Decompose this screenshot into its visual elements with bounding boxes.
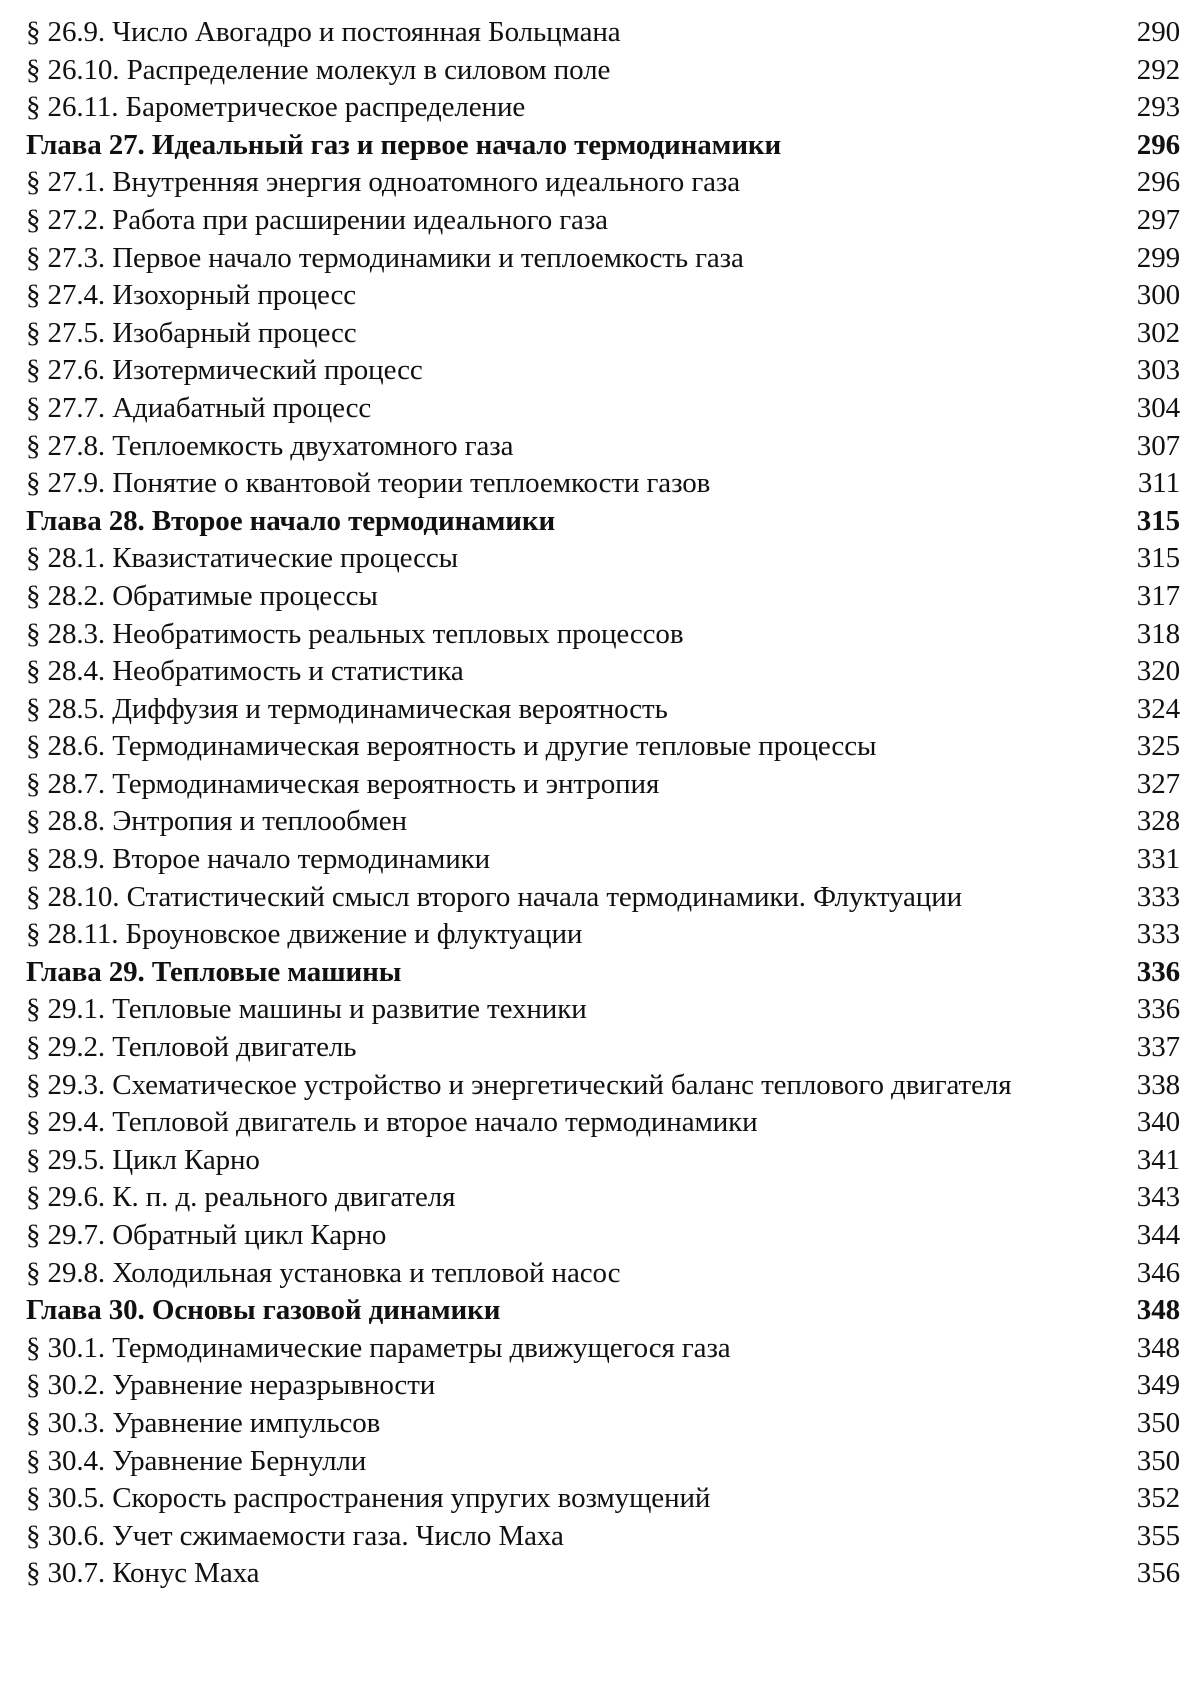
toc-section-row bbox=[26, 352, 1180, 390]
table-of-contents bbox=[26, 14, 1180, 1593]
section-title: § 29.5. Цикл Карно bbox=[26, 1143, 260, 1176]
section-title: § 27.4. Изохорный процесс bbox=[26, 279, 357, 312]
section-title: § 29.1. Тепловые машины и развитие техники bbox=[26, 993, 587, 1026]
page-number: 333 bbox=[1136, 880, 1180, 913]
page-number: 315 bbox=[1136, 504, 1180, 537]
toc-section-row bbox=[26, 164, 1180, 202]
section-title: § 28.1. Квазистатические процессы bbox=[26, 542, 459, 575]
section-title: § 26.11. Барометрическое распределение bbox=[26, 91, 526, 124]
page-number: 328 bbox=[1136, 805, 1180, 838]
section-title: § 28.10. Статистический смысл второго начала термодинамики. Флуктуации bbox=[26, 880, 963, 913]
section-title: § 27.6. Изотермический процесс bbox=[26, 354, 423, 387]
toc-section-row bbox=[26, 52, 1180, 90]
toc-section-row bbox=[26, 879, 1180, 917]
page-number: 292 bbox=[1136, 53, 1180, 86]
page-number: 299 bbox=[1136, 241, 1180, 274]
section-title: § 26.10. Распределение молекул в силовом поле bbox=[26, 53, 611, 86]
toc-section-row bbox=[26, 991, 1180, 1029]
page-number: 297 bbox=[1136, 203, 1180, 236]
section-title: § 28.8. Энтропия и теплообмен bbox=[26, 805, 407, 838]
page-number: 348 bbox=[1136, 1331, 1180, 1364]
section-title: § 28.7. Термодинамическая вероятность и энтропия bbox=[26, 767, 660, 800]
section-title: § 27.9. Понятие о квантовой теории теплоемкости газов bbox=[26, 467, 711, 500]
toc-section-row bbox=[26, 428, 1180, 466]
page-number: 355 bbox=[1136, 1519, 1180, 1552]
toc-section-row bbox=[26, 315, 1180, 353]
section-title: § 28.4. Необратимость и статистика bbox=[26, 655, 464, 688]
page-number: 296 bbox=[1136, 166, 1180, 199]
toc-section-row bbox=[26, 1367, 1180, 1405]
page-number: 341 bbox=[1136, 1143, 1180, 1176]
toc-section-row bbox=[26, 1029, 1180, 1067]
toc-section-row bbox=[26, 1405, 1180, 1443]
section-title: § 30.2. Уравнение неразрывности bbox=[26, 1369, 436, 1402]
page-number: 338 bbox=[1136, 1068, 1180, 1101]
section-title: § 28.3. Необратимость реальных тепловых процессов bbox=[26, 617, 684, 650]
section-title: § 29.4. Тепловой двигатель и второе начало термодинамики bbox=[26, 1106, 758, 1139]
toc-section-row bbox=[26, 841, 1180, 879]
page-number: 336 bbox=[1136, 955, 1180, 988]
page-number: 293 bbox=[1136, 91, 1180, 124]
section-title: § 29.7. Обратный цикл Карно bbox=[26, 1219, 387, 1251]
section-title: § 28.5. Диффузия и термодинамическая вероятность bbox=[26, 692, 668, 725]
page-number: 336 bbox=[1136, 993, 1180, 1026]
section-title: § 27.2. Работа при расширении идеального газа bbox=[26, 203, 608, 236]
page-number: 344 bbox=[1136, 1219, 1180, 1251]
section-title: § 29.8. Холодильная установка и тепловой насос bbox=[26, 1256, 621, 1289]
page-number: 317 bbox=[1136, 579, 1180, 612]
toc-section-row bbox=[26, 1142, 1180, 1180]
toc-section-row bbox=[26, 1330, 1180, 1368]
toc-section-row bbox=[26, 1255, 1180, 1293]
toc-section-row bbox=[26, 803, 1180, 841]
page-number: 331 bbox=[1136, 843, 1180, 876]
page-number: 350 bbox=[1136, 1406, 1180, 1439]
toc-section-row bbox=[26, 390, 1180, 428]
toc-chapter-row bbox=[26, 954, 1180, 992]
section-title: § 27.8. Теплоемкость двухатомного газа bbox=[26, 429, 514, 462]
toc-chapter-row bbox=[26, 127, 1180, 165]
page-number: 349 bbox=[1136, 1369, 1180, 1402]
section-title: § 29.2. Тепловой двигатель bbox=[26, 1031, 357, 1064]
section-title: § 27.1. Внутренняя энергия одноатомного идеального газа bbox=[26, 166, 741, 199]
toc-section-row bbox=[26, 578, 1180, 616]
section-title: § 30.6. Учет сжимаемости газа. Число Маха bbox=[26, 1519, 564, 1552]
page-number: 350 bbox=[1136, 1444, 1180, 1477]
toc-section-row bbox=[26, 691, 1180, 729]
section-title: § 29.6. К. п. д. реального двигателя bbox=[26, 1181, 456, 1214]
section-title: § 28.9. Второе начало термодинамики bbox=[26, 843, 491, 876]
page-number: 348 bbox=[1136, 1294, 1180, 1327]
toc-chapter-row bbox=[26, 1292, 1180, 1330]
toc-section-row bbox=[26, 540, 1180, 578]
toc-section-row bbox=[26, 465, 1180, 503]
page-number: 311 bbox=[1137, 467, 1180, 500]
toc-section-row bbox=[26, 766, 1180, 804]
section-title: § 30.4. Уравнение Бернулли bbox=[26, 1444, 367, 1477]
toc-section-row bbox=[26, 916, 1180, 954]
page-number: 356 bbox=[1136, 1557, 1180, 1590]
toc-section-row bbox=[26, 1555, 1180, 1593]
chapter-title: Глава 29. Тепловые машины bbox=[26, 955, 402, 988]
section-title: § 29.3. Схематическое устройство и энергетический баланс теплового двигателя bbox=[26, 1068, 1012, 1101]
toc-section-row bbox=[26, 202, 1180, 240]
page-number: 318 bbox=[1136, 617, 1180, 650]
page-number: 307 bbox=[1136, 429, 1180, 462]
toc-chapter-row bbox=[26, 503, 1180, 541]
page-number: 325 bbox=[1136, 730, 1180, 763]
toc-section-row bbox=[26, 653, 1180, 691]
page-number: 302 bbox=[1136, 316, 1180, 349]
page-number: 324 bbox=[1136, 692, 1180, 725]
section-title: § 30.5. Скорость распространения упругих возмущений bbox=[26, 1482, 711, 1515]
toc-section-row bbox=[26, 277, 1180, 315]
page-number: 352 bbox=[1136, 1482, 1180, 1515]
section-title: § 27.7. Адиабатный процесс bbox=[26, 391, 372, 424]
toc-section-row bbox=[26, 1443, 1180, 1481]
page-number: 303 bbox=[1136, 354, 1180, 387]
page-number: 304 bbox=[1136, 391, 1180, 424]
chapter-title: Глава 27. Идеальный газ и первое начало термодинамики bbox=[26, 128, 782, 161]
page-number: 315 bbox=[1136, 542, 1180, 575]
page-number: 333 bbox=[1136, 918, 1180, 951]
section-title: § 30.3. Уравнение импульсов bbox=[26, 1406, 381, 1439]
toc-section-row bbox=[26, 1104, 1180, 1142]
toc-section-row bbox=[26, 1067, 1180, 1105]
section-title: § 30.1. Термодинамические параметры движущегося газа bbox=[26, 1331, 731, 1364]
page-number: 337 bbox=[1136, 1031, 1180, 1064]
section-title: § 27.5. Изобарный процесс bbox=[26, 316, 357, 349]
section-title: § 27.3. Первое начало термодинамики и теплоемкость газа bbox=[26, 241, 744, 274]
toc-section-row bbox=[26, 1480, 1180, 1518]
page-number: 346 bbox=[1136, 1256, 1180, 1289]
toc-section-row bbox=[26, 1518, 1180, 1556]
page-number: 296 bbox=[1136, 128, 1180, 161]
page-number: 340 bbox=[1136, 1106, 1180, 1139]
toc-section-row bbox=[26, 616, 1180, 654]
toc-section-row bbox=[26, 14, 1180, 52]
toc-section-row bbox=[26, 728, 1180, 766]
page-number: 320 bbox=[1136, 655, 1180, 688]
page-number: 290 bbox=[1136, 16, 1180, 48]
page-number: 300 bbox=[1136, 279, 1180, 312]
section-title: § 26.9. Число Авогадро и постоянная Больцмана bbox=[26, 16, 621, 48]
chapter-title: Глава 28. Второе начало термодинамики bbox=[26, 504, 556, 537]
toc-section-row bbox=[26, 240, 1180, 278]
section-title: § 28.11. Броуновское движение и флуктуации bbox=[26, 918, 583, 951]
section-title: § 28.6. Термодинамическая вероятность и другие тепловые процессы bbox=[26, 730, 877, 763]
chapter-title: Глава 30. Основы газовой динамики bbox=[26, 1294, 501, 1327]
toc-section-row bbox=[26, 89, 1180, 127]
toc-section-row bbox=[26, 1179, 1180, 1217]
toc-section-row bbox=[26, 1217, 1180, 1255]
page-number: 343 bbox=[1136, 1181, 1180, 1214]
page-number: 327 bbox=[1136, 767, 1180, 800]
section-title: § 28.2. Обратимые процессы bbox=[26, 579, 378, 612]
section-title: § 30.7. Конус Маха bbox=[26, 1557, 260, 1590]
